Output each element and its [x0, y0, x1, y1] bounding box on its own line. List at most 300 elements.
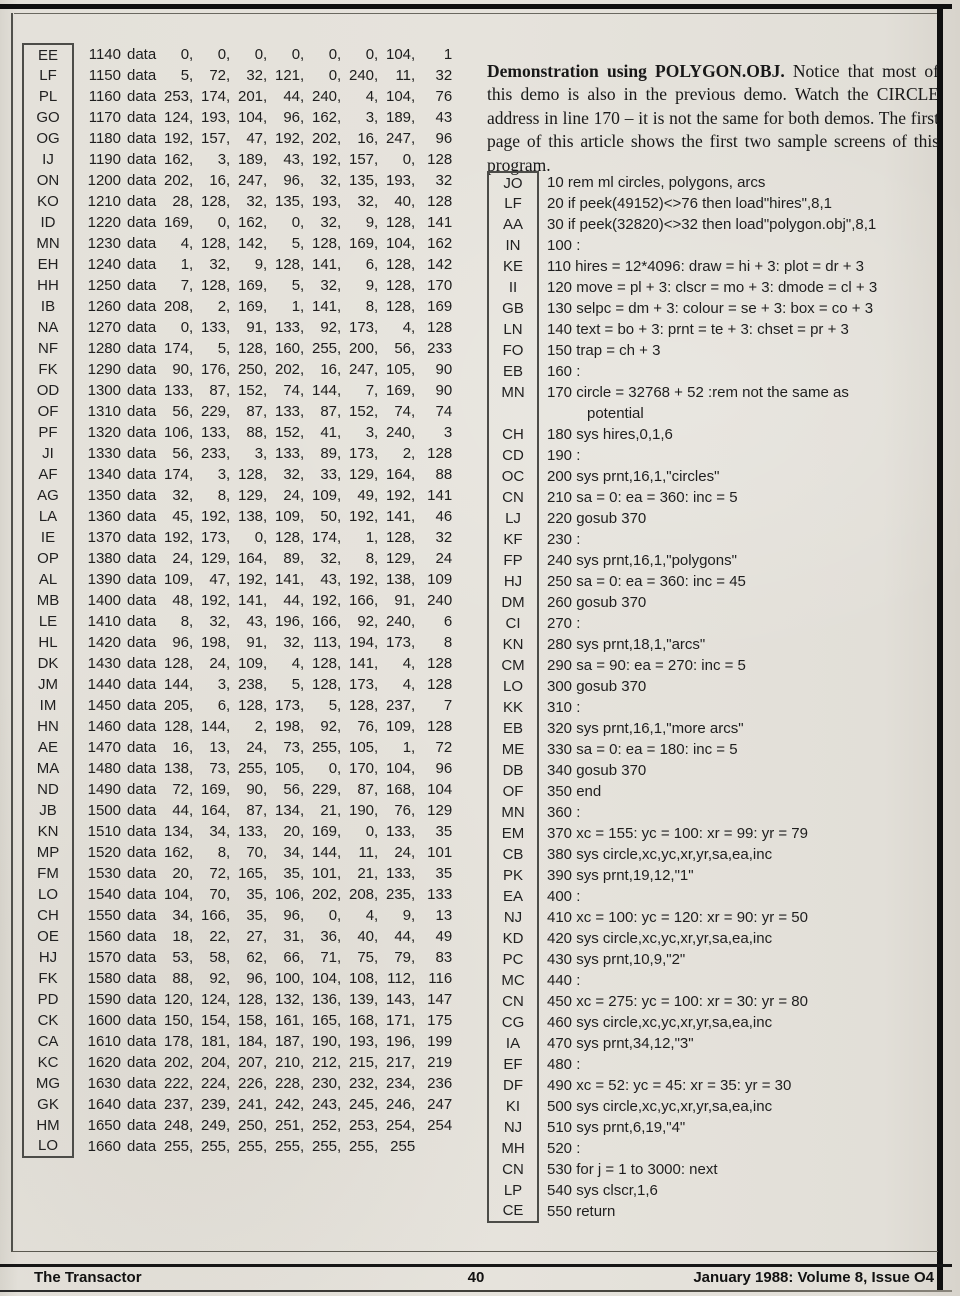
line-number: 1220 — [87, 214, 121, 231]
code-line — [74, 655, 452, 672]
data-value: 109, — [312, 487, 342, 504]
data-value: 235, — [386, 886, 416, 903]
data-value: 255, — [349, 1138, 379, 1155]
data-value: 4, — [291, 655, 305, 672]
data-value: 199 — [427, 1033, 453, 1050]
data-value: 0, — [180, 46, 194, 63]
checksum-cell: LO — [22, 1135, 74, 1158]
data-value: 32, — [246, 67, 268, 84]
data-value: 128, — [164, 655, 194, 672]
data-value: 247, — [349, 361, 379, 378]
listing-row — [487, 1033, 939, 1054]
code-line — [74, 718, 452, 735]
code-line — [74, 634, 452, 651]
data-value: 32, — [209, 613, 231, 630]
data-value: 113, — [313, 634, 342, 651]
code-line — [74, 508, 452, 525]
code-line: 460 sys circle,xc,yc,xr,yr,sa,ea,inc — [547, 1014, 773, 1031]
data-value: 92, — [209, 970, 231, 987]
checksum-cell: AF — [22, 464, 74, 485]
data-value: 169, — [201, 781, 231, 798]
code-line: 320 sys prnt,16,1,"more arcs" — [547, 720, 744, 737]
data-value: 1, — [291, 298, 305, 315]
data-value: 128 — [427, 655, 453, 672]
listing-row — [487, 550, 939, 571]
data-value: 141 — [427, 214, 453, 231]
data-value: 35 — [435, 823, 453, 840]
listing-row — [22, 296, 472, 317]
data-keyword: data — [127, 781, 157, 798]
data-value: 128, — [201, 277, 231, 294]
data-value: 150, — [164, 1012, 194, 1029]
data-value: 88 — [435, 466, 453, 483]
page-frame-top — [0, 4, 952, 9]
line-number: 1200 — [87, 172, 121, 189]
code-line: 230 : — [547, 531, 581, 548]
data-value: 250, — [238, 1117, 268, 1134]
data-value: 169 — [427, 298, 453, 315]
data-value: 240, — [312, 88, 342, 105]
data-value: 152, — [275, 424, 305, 441]
data-value: 239, — [201, 1096, 231, 1113]
data-value: 72 — [435, 739, 453, 756]
data-value: 62, — [246, 949, 268, 966]
listing-row — [22, 863, 472, 884]
data-value: 22, — [209, 928, 231, 945]
listing-row — [22, 737, 472, 758]
data-value: 210, — [275, 1054, 305, 1071]
listing-row — [22, 1031, 472, 1052]
data-value: 226, — [238, 1075, 268, 1092]
listing-row — [487, 1012, 939, 1033]
data-value: 166, — [201, 907, 231, 924]
code-line: 150 trap = ch + 3 — [547, 342, 661, 359]
checksum-cell: MN — [22, 233, 74, 254]
data-value: 4, — [402, 655, 416, 672]
checksum-cell: FK — [22, 968, 74, 989]
data-value: 128, — [312, 655, 342, 672]
data-value: 184, — [238, 1033, 268, 1050]
data-value: 166, — [349, 592, 379, 609]
code-line — [74, 382, 452, 399]
data-value: 32, — [320, 214, 342, 231]
code-line — [74, 67, 452, 84]
data-value: 142, — [238, 235, 268, 252]
code-line — [74, 739, 452, 756]
checksum-cell: OF — [487, 781, 539, 802]
data-value: 192, — [201, 592, 231, 609]
data-value: 187, — [275, 1033, 305, 1050]
data-value: 43, — [283, 151, 305, 168]
data-value: 202, — [164, 1054, 194, 1071]
data-value: 169, — [386, 382, 416, 399]
data-keyword: data — [127, 67, 157, 84]
checksum-cell: OD — [22, 380, 74, 401]
data-value: 32, — [209, 256, 231, 273]
data-value: 106, — [275, 886, 305, 903]
page-bottom-rule — [0, 1290, 952, 1292]
data-value: 128, — [275, 529, 305, 546]
data-value: 47, — [209, 571, 231, 588]
checksum-cell: EM — [487, 823, 539, 844]
data-value: 135, — [275, 193, 305, 210]
data-value: 128 — [427, 151, 453, 168]
data-value: 73, — [283, 739, 305, 756]
code-line — [74, 109, 452, 126]
checksum-cell: IE — [22, 527, 74, 548]
data-value: 147 — [427, 991, 453, 1008]
listing-row — [487, 1180, 939, 1201]
checksum-cell: IN — [487, 235, 539, 256]
data-keyword: data — [127, 634, 157, 651]
data-value: 3, — [365, 109, 379, 126]
code-line — [74, 697, 452, 714]
checksum-cell: LO — [22, 884, 74, 905]
data-value: 4, — [180, 235, 194, 252]
code-line: 540 sys clscr,1,6 — [547, 1182, 658, 1199]
data-value: 255, — [238, 760, 268, 777]
listing-row — [22, 65, 472, 86]
listing-row — [22, 128, 472, 149]
data-value: 157, — [201, 130, 231, 147]
checksum-cell: OF — [22, 401, 74, 422]
data-value: 133, — [275, 403, 305, 420]
data-value: 32, — [320, 277, 342, 294]
code-line: 470 sys prnt,34,12,"3" — [547, 1035, 694, 1052]
listing-row — [22, 233, 472, 254]
listing-row — [22, 1115, 472, 1136]
data-value: 198, — [275, 718, 305, 735]
data-value: 11, — [395, 67, 416, 84]
data-value: 128, — [275, 256, 305, 273]
code-line: 370 xc = 155: yc = 100: xr = 99: yr = 79 — [547, 825, 808, 842]
checksum-cell: HL — [22, 632, 74, 653]
data-value: 104 — [427, 781, 453, 798]
listing-row — [487, 340, 939, 361]
data-value: 56, — [172, 445, 194, 462]
data-value: 83 — [435, 949, 453, 966]
checksum-cell: JO — [487, 171, 539, 194]
code-line — [74, 571, 452, 588]
data-value: 76, — [394, 802, 416, 819]
data-value: 201, — [238, 88, 268, 105]
data-value: 198, — [201, 634, 231, 651]
data-value: 1, — [365, 529, 379, 546]
data-value: 236 — [427, 1075, 453, 1092]
data-value: 72, — [209, 67, 231, 84]
listing-row — [487, 424, 939, 445]
data-value: 4, — [402, 676, 416, 693]
data-value: 43, — [320, 571, 342, 588]
data-value: 202, — [275, 361, 305, 378]
line-number: 1570 — [87, 949, 121, 966]
line-number: 1180 — [88, 130, 121, 147]
code-line: 430 sys prnt,10,9,"2" — [547, 951, 686, 968]
data-keyword: data — [127, 403, 157, 420]
code-line — [74, 46, 452, 63]
data-value: 128, — [386, 529, 416, 546]
checksum-cell: MA — [22, 758, 74, 779]
data-value: 0, — [291, 46, 305, 63]
code-line: 350 end — [547, 783, 602, 800]
data-value: 105, — [386, 361, 416, 378]
listing-row — [487, 1096, 939, 1117]
footer-rule — [0, 1264, 952, 1267]
data-value: 16, — [357, 130, 379, 147]
data-value: 58, — [209, 949, 231, 966]
data-value: 141, — [312, 256, 342, 273]
code-line — [74, 760, 452, 777]
listing-row — [487, 382, 939, 403]
listing-row — [487, 445, 939, 466]
data-value: 0, — [180, 319, 194, 336]
data-value: 16, — [320, 361, 342, 378]
checksum-cell: AA — [487, 214, 539, 235]
data-keyword: data — [127, 298, 157, 315]
listing-row — [22, 275, 472, 296]
checksum-cell: AE — [22, 737, 74, 758]
code-line — [74, 298, 452, 315]
line-number: 1410 — [87, 613, 121, 630]
line-number: 1590 — [87, 991, 121, 1008]
data-value: 161, — [275, 1012, 305, 1029]
code-line: 290 sa = 90: ea = 270: inc = 5 — [547, 657, 746, 674]
listing-row — [487, 928, 939, 949]
data-value: 4, — [365, 907, 379, 924]
data-value: 253, — [164, 88, 194, 105]
data-value: 16, — [172, 739, 194, 756]
line-number: 1270 — [87, 319, 121, 336]
data-value: 9, — [402, 907, 416, 924]
code-line — [74, 991, 452, 1008]
data-keyword: data — [127, 1054, 157, 1071]
content-bottom-rule — [11, 1251, 938, 1252]
listing-row — [487, 592, 939, 613]
data-value: 92, — [357, 613, 379, 630]
data-value: 251, — [275, 1117, 305, 1134]
code-line: 160 : — [547, 363, 581, 380]
checksum-cell: LF — [22, 65, 74, 86]
data-value: 241, — [238, 1096, 268, 1113]
data-value: 192, — [312, 151, 342, 168]
data-value: 138, — [386, 571, 416, 588]
code-line: 100 : — [547, 237, 581, 254]
data-value: 128, — [349, 697, 379, 714]
data-value: 169, — [312, 823, 342, 840]
listing-row — [487, 571, 939, 592]
data-value: 8 — [443, 634, 453, 651]
data-value: 34, — [172, 907, 194, 924]
checksum-cell: OP — [22, 548, 74, 569]
listing-row — [22, 548, 472, 569]
checksum-cell: EA — [487, 886, 539, 907]
data-value: 141 — [427, 487, 453, 504]
data-value: 128, — [201, 193, 231, 210]
code-line: 270 : — [547, 615, 581, 632]
code-line: 20 if peek(49152)<>76 then load"hires",8,1 — [547, 195, 833, 212]
line-number: 1330 — [87, 445, 121, 462]
code-line: 30 if peek(32820)<>32 then load"polygon.obj",8,1 — [547, 216, 877, 233]
data-keyword: data — [127, 1033, 157, 1050]
data-value: 190, — [349, 802, 379, 819]
data-keyword: data — [127, 907, 157, 924]
data-value: 255, — [312, 340, 342, 357]
line-number: 1370 — [87, 529, 121, 546]
checksum-cell: KO — [22, 191, 74, 212]
listing-row — [22, 317, 472, 338]
data-keyword: data — [127, 529, 157, 546]
line-number: 1240 — [87, 256, 121, 273]
data-value: 246, — [386, 1096, 416, 1113]
listing-row — [487, 361, 939, 382]
data-value: 3, — [217, 676, 231, 693]
code-line — [74, 424, 452, 441]
checksum-cell: DK — [22, 653, 74, 674]
checksum-cell: CN — [487, 487, 539, 508]
data-value: 24, — [394, 844, 416, 861]
data-value: 192, — [164, 130, 194, 147]
checksum-cell: GO — [22, 107, 74, 128]
data-keyword: data — [127, 571, 157, 588]
checksum-cell: CD — [487, 445, 539, 466]
line-number: 1360 — [87, 508, 121, 525]
listing-row — [487, 1117, 939, 1138]
listing-row — [487, 886, 939, 907]
data-value: 144, — [201, 718, 231, 735]
code-line — [74, 319, 452, 336]
listing-row — [22, 695, 472, 716]
data-value: 174, — [164, 466, 194, 483]
data-value: 35, — [283, 865, 305, 882]
checksum-cell: HN — [22, 716, 74, 737]
code-line: 210 sa = 0: ea = 360: inc = 5 — [547, 489, 738, 506]
data-value: 169, — [238, 298, 268, 315]
checksum-cell: CN — [487, 991, 539, 1012]
data-value: 35 — [435, 865, 453, 882]
footer-magazine-title: The Transactor — [34, 1269, 142, 1286]
data-value: 222, — [164, 1075, 194, 1092]
data-value: 234, — [386, 1075, 416, 1092]
data-value: 164, — [201, 802, 231, 819]
listing-row — [487, 949, 939, 970]
data-keyword: data — [127, 718, 157, 735]
data-value: 3, — [365, 424, 379, 441]
data-value: 174, — [201, 88, 231, 105]
code-line: 130 selpc = dm + 3: colour = se + 3: box = co + 3 — [547, 300, 874, 317]
data-value: 233, — [201, 445, 231, 462]
data-value: 138, — [238, 508, 268, 525]
listing-row — [487, 991, 939, 1012]
data-value: 3, — [254, 445, 268, 462]
data-value: 162, — [164, 844, 194, 861]
data-value: 204, — [201, 1054, 231, 1071]
listing-row — [487, 403, 939, 424]
data-value: 240 — [427, 592, 453, 609]
data-value: 141, — [386, 508, 416, 525]
data-value: 142 — [427, 256, 453, 273]
checksum-cell: IB — [22, 296, 74, 317]
code-line: 550 return — [547, 1203, 616, 1220]
data-value: 240, — [386, 424, 416, 441]
code-line: 480 : — [547, 1056, 581, 1073]
listing-row — [487, 1159, 939, 1180]
data-value: 192, — [349, 571, 379, 588]
data-value: 32, — [172, 487, 194, 504]
data-value: 133, — [386, 865, 416, 882]
data-value: 255, — [275, 1138, 305, 1155]
data-value: 75, — [357, 949, 379, 966]
data-value: 8, — [217, 487, 231, 504]
data-value: 0, — [365, 823, 379, 840]
data-value: 13, — [209, 739, 231, 756]
data-value: 24, — [172, 550, 194, 567]
data-value: 31, — [283, 928, 305, 945]
data-keyword: data — [127, 361, 157, 378]
data-value: 32 — [435, 529, 453, 546]
data-value: 72, — [209, 865, 231, 882]
listing-row — [22, 611, 472, 632]
listing-row — [22, 1052, 472, 1073]
listing-row — [487, 718, 939, 739]
listing-row — [22, 800, 472, 821]
checksum-cell: PK — [487, 865, 539, 886]
line-number: 1310 — [87, 403, 121, 420]
data-keyword: data — [127, 277, 157, 294]
data-value: 133, — [201, 319, 231, 336]
data-value: 47, — [246, 130, 268, 147]
data-value: 144, — [312, 844, 342, 861]
checksum-cell: EB — [487, 361, 539, 382]
code-line — [74, 613, 452, 630]
code-line: 200 sys prnt,16,1,"circles" — [547, 468, 720, 485]
data-value: 248, — [164, 1117, 194, 1134]
code-line — [74, 844, 452, 861]
checksum-cell: DB — [487, 760, 539, 781]
checksum-cell: LF — [487, 193, 539, 214]
checksum-cell: DF — [487, 1075, 539, 1096]
data-value: 129, — [201, 550, 231, 567]
line-number: 1610 — [87, 1033, 121, 1050]
data-value: 255 — [390, 1138, 416, 1155]
data-value: 96, — [172, 634, 194, 651]
listing-row — [22, 716, 472, 737]
data-value: 34, — [209, 823, 231, 840]
checksum-cell: PD — [22, 989, 74, 1010]
data-value: 255, — [201, 1138, 231, 1155]
data-value: 162 — [427, 235, 453, 252]
data-value: 32, — [283, 466, 305, 483]
data-value: 21, — [357, 865, 379, 882]
data-keyword: data — [127, 592, 157, 609]
data-value: 129, — [238, 487, 268, 504]
data-value: 32 — [435, 172, 453, 189]
data-keyword: data — [127, 424, 157, 441]
data-value: 133, — [275, 445, 305, 462]
line-number: 1430 — [87, 655, 121, 672]
line-number: 1640 — [87, 1096, 121, 1113]
code-line — [74, 802, 452, 819]
data-value: 173, — [349, 319, 379, 336]
data-value: 128 — [427, 718, 453, 735]
data-value: 135, — [349, 172, 379, 189]
line-number: 1510 — [87, 823, 121, 840]
listing-row — [22, 212, 472, 233]
code-line — [74, 277, 452, 294]
data-value: 28, — [172, 193, 194, 210]
data-value: 109 — [427, 571, 453, 588]
data-value: 165, — [238, 865, 268, 882]
data-value: 8, — [365, 550, 379, 567]
